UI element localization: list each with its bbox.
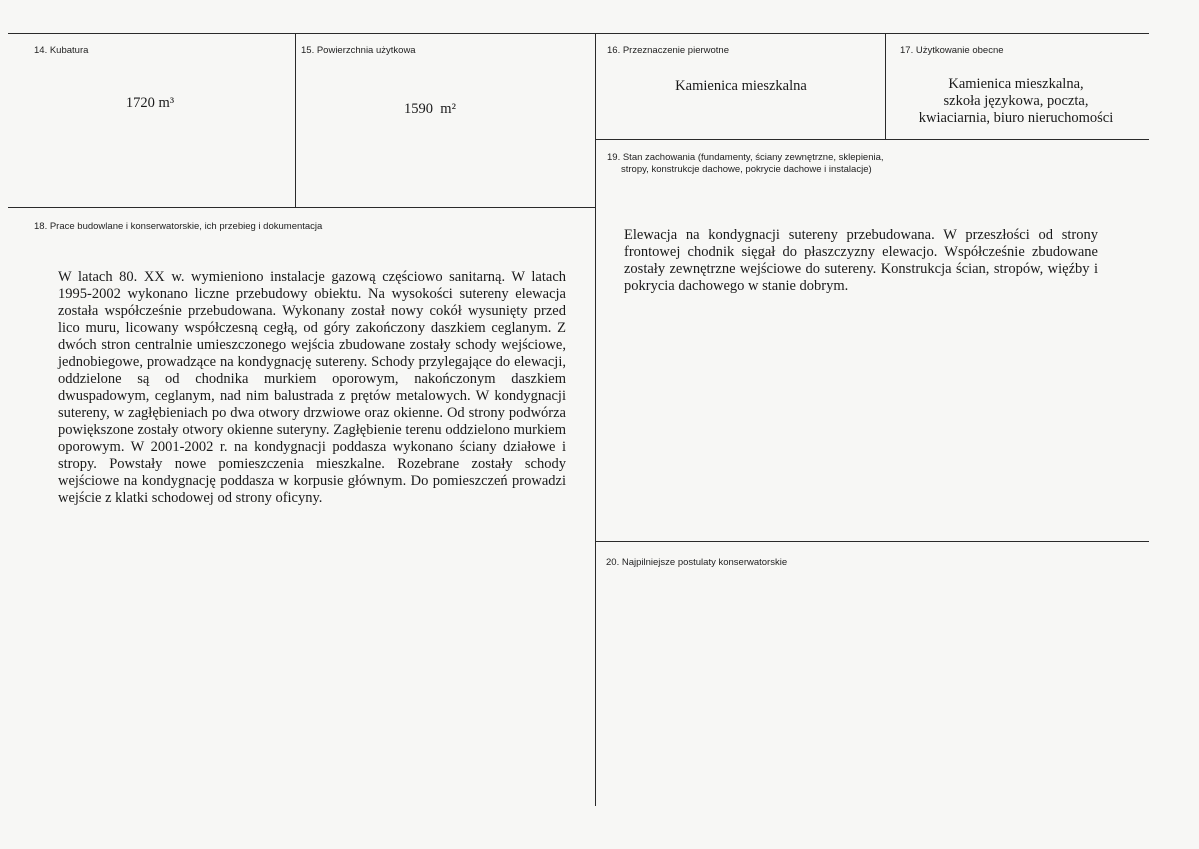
row1-bottom-left xyxy=(8,207,595,208)
divider-14-15 xyxy=(295,33,296,207)
divider-main xyxy=(595,33,596,806)
row1-bottom-right xyxy=(595,139,1149,140)
przeznaczenie-label: 16. Przeznaczenie pierwotne xyxy=(607,45,729,56)
stan-zachowania-label-line-2: stropy, konstrukcje dachowe, pokrycie dachowe i instalacje) xyxy=(621,164,872,175)
f20-top-border xyxy=(595,541,1149,542)
divider-16-17 xyxy=(885,33,886,139)
prace-budowlane-text: W latach 80. XX w. wymieniono instalacje gazową częściowo sanitarną. W latach 1995-2002 wykonano liczne przebudowy obiektu. Na wysokości sutereny elewacja została współcześnie przebudowana. Wykonany został nowy cokół wysunięty przed lico muru, licowany współczesną cegłą, od góry zakończony daszkiem ceglanym. Z dwóch stron centralnie umieszczonego wejścia zbudowane zostały schody wejściowe, jednobiegowe, prowadzące na kondygnację sutereny. Schody przylegające do elewacji, oddzielone są od chodnika murkiem oporowym, nakończonym daszkiem dwuspadowym, ceglanym, nad nim balustrada z prętów metalowych. W kondygnacji sutereny, w zagłębieniach po dwa otwory drzwiowe oraz okienne. Od strony podwórza powiększone zostały otwory okienne suteryny. Zagłębienie terenu oddzielono murkiem oporowym. W 2001-2002 r. na kondygnacji poddasza wykonano ściany działowe i stropy. Powstały nowe pomieszczenia mieszkalne. Rozebrane zostały schody wejściowe na kondygnację poddasza w korpusie głównym. Do pomieszczeń prowadzi wejście z klatki schodowej od strony oficyny. xyxy=(58,269,566,506)
uzytkowanie-line-3: kwiaciarnia, biuro nieruchomości xyxy=(918,110,1114,126)
powierzchnia-label: 15. Powierzchnia użytkowa xyxy=(301,45,416,56)
powierzchnia-value: 1590 m² xyxy=(404,101,456,117)
stan-zachowania-label xyxy=(607,152,884,176)
prace-budowlane-label: 18. Prace budowlane i konserwatorskie, ich przebieg i dokumentacja xyxy=(34,221,323,232)
postulaty-label: 20. Najpilniejsze postulaty konserwatorskie xyxy=(606,557,788,568)
uzytkowanie-label: 17. Użytkowanie obecne xyxy=(900,45,1004,56)
kubatura-value: 1720 m³ xyxy=(125,95,175,111)
stan-zachowania-text: Elewacja na kondygnacji sutereny przebudowana. W przeszłości od strony frontowej chodnik sięgał do płaszczyzny elewacjo. Współcześnie zbudowane zostały zewnętrzne wejściowe do sutereny. Konstrukcja ścian, stropów, więźby i pokrycia dachowego w stanie dobrym. xyxy=(624,227,1098,294)
uzytkowanie-value xyxy=(887,76,1145,127)
stan-zachowania-label-line-1: 19. Stan zachowania (fundamenty, ściany zewnętrzne, sklepienia, xyxy=(607,152,884,163)
uzytkowanie-line-1: Kamienica mieszkalna, xyxy=(948,76,1084,92)
uzytkowanie-line-2: szkoła językowa, poczta, xyxy=(943,93,1089,109)
przeznaczenie-value: Kamienica mieszkalna xyxy=(675,78,807,94)
kubatura-label: 14. Kubatura xyxy=(34,45,89,56)
top-border xyxy=(8,33,1149,34)
